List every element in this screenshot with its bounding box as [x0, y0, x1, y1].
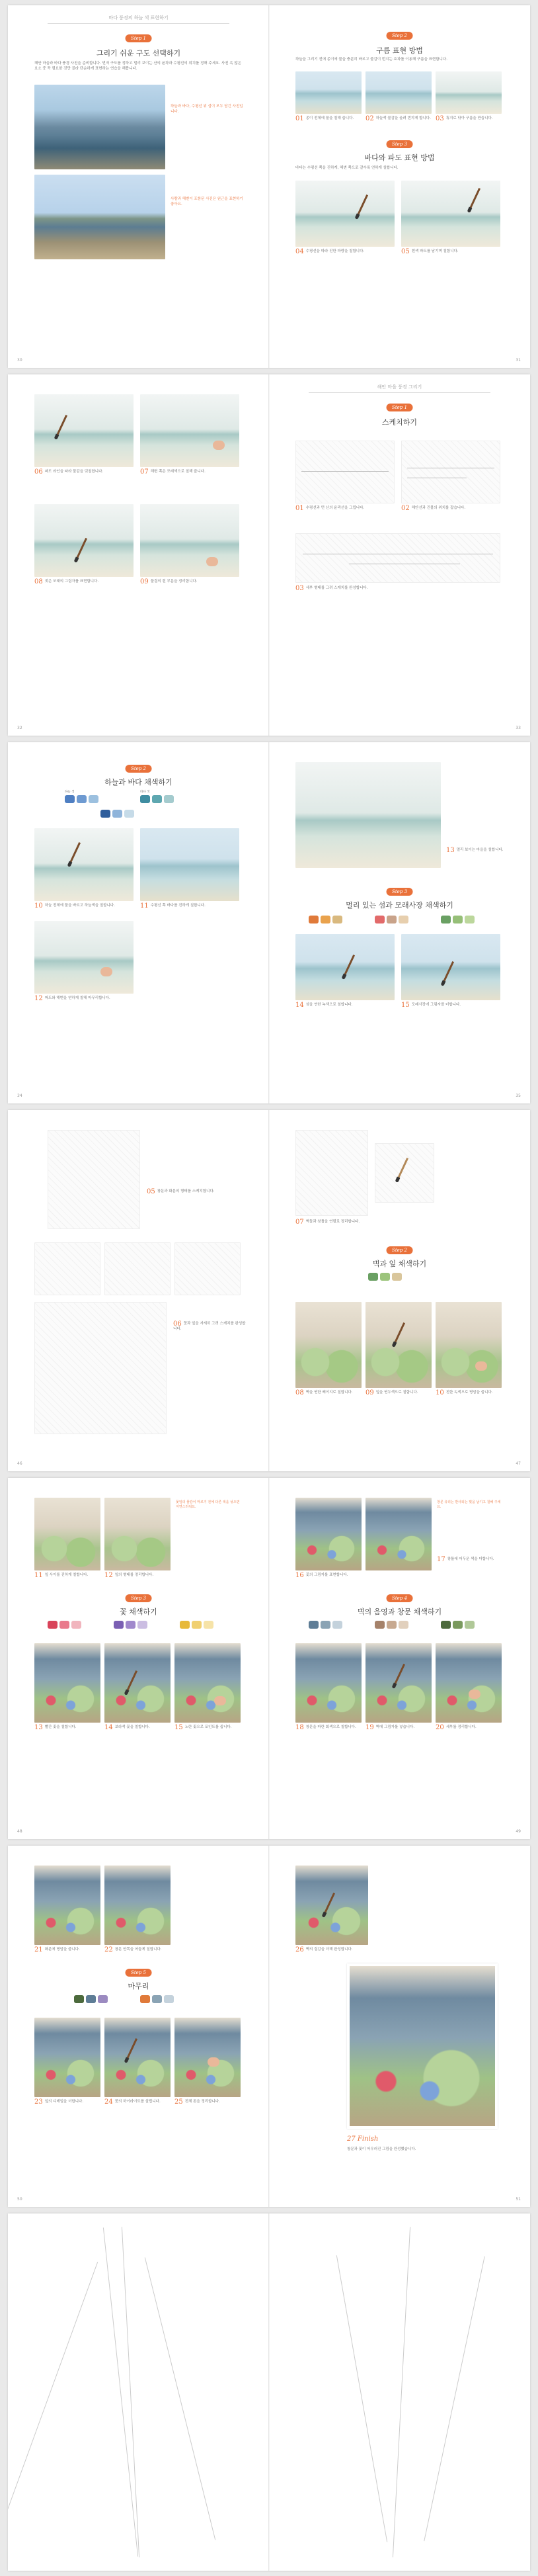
- section-title: 하늘과 바다 채색하기: [104, 778, 173, 787]
- step-image: [401, 181, 500, 247]
- step-image: [295, 441, 395, 503]
- step-image: [34, 1866, 100, 1945]
- color-swatch: [164, 795, 174, 803]
- color-swatch: [375, 916, 385, 923]
- color-swatch: [380, 1273, 390, 1281]
- step-caption: 14 섬을 연한 녹색으로 칠합니다.: [295, 1002, 353, 1009]
- step-image: [295, 1643, 362, 1723]
- sketch-line: [393, 2227, 410, 2557]
- color-swatch: [387, 1621, 397, 1629]
- step-caption: 01 수평선과 먼 산의 윤곽선을 그립니다.: [295, 505, 365, 512]
- color-swatches: [48, 1621, 81, 1629]
- spread-7-line-art: [8, 2213, 530, 2571]
- color-swatch: [152, 1995, 162, 2003]
- step-caption: 02 하늘색 물감을 올려 번지게 합니다.: [365, 115, 431, 122]
- page-number: 30: [17, 358, 22, 363]
- page-number: 49: [516, 1829, 521, 1834]
- step-caption: 03 세부 형태를 그려 스케치를 완성합니다.: [295, 585, 368, 592]
- sketch-line: [424, 2256, 484, 2542]
- step-image: [365, 1302, 432, 1388]
- page-right: [269, 5, 530, 368]
- color-swatches: [180, 1621, 213, 1629]
- step-caption: 20 세부를 정리합니다.: [436, 1724, 477, 1731]
- finish-label: 27 Finish: [347, 2135, 379, 2143]
- color-swatch: [332, 916, 342, 923]
- section-title: 벽의 음영과 창문 채색하기: [357, 1608, 442, 1616]
- page-number: 50: [17, 2197, 22, 2202]
- section-title: 바다와 파도 표현 방법: [364, 153, 435, 162]
- color-swatches: [309, 1621, 342, 1629]
- color-swatch: [114, 1621, 124, 1629]
- step-caption: 11 수평선 쪽 바다를 진하게 칠합니다.: [140, 902, 206, 910]
- color-swatch: [48, 1621, 58, 1629]
- step-image: [174, 1242, 241, 1295]
- color-swatch: [98, 1995, 108, 2003]
- step-image: [34, 1498, 100, 1570]
- color-swatch: [441, 916, 451, 923]
- step-caption: 12 파도와 해변을 연하게 칠해 마무리합니다.: [34, 995, 110, 1002]
- page-left: [8, 5, 269, 368]
- page-number: 35: [516, 1094, 521, 1098]
- step-image: [140, 828, 239, 901]
- color-swatch: [321, 1621, 330, 1629]
- page-number: 51: [516, 2197, 521, 2202]
- step-caption: 18 창문을 파란 회색으로 칠합니다.: [295, 1724, 356, 1731]
- step-image: [295, 71, 362, 114]
- color-swatch: [392, 1273, 402, 1281]
- color-swatches: [368, 1273, 402, 1281]
- step-image: [295, 1302, 362, 1388]
- step-image: [365, 71, 432, 114]
- finished-painting: [347, 1963, 498, 2129]
- color-swatches: [375, 916, 408, 923]
- section-title: 스케치하기: [381, 418, 418, 427]
- photo-note: 사람과 해변이 포함된 사진은 원근을 표현하기 좋아요.: [171, 197, 243, 206]
- page-number: 46: [17, 1461, 22, 1466]
- step-image: [34, 2018, 100, 2097]
- spread-3: [8, 742, 530, 1103]
- step-caption: 05 창문과 화분의 형태를 스케치합니다.: [147, 1188, 215, 1195]
- color-swatch: [399, 916, 408, 923]
- color-swatches: [441, 916, 475, 923]
- sketch-line: [145, 2257, 215, 2540]
- section-title: 멀리 있는 섬과 모래사장 채색하기: [346, 901, 453, 910]
- step-badge: Step 5: [125, 1969, 152, 1977]
- step-caption: 07 벽돌과 창틀을 연필로 정리합니다.: [295, 1219, 360, 1226]
- page-right: [269, 742, 530, 1103]
- sketch-line: [103, 2227, 138, 2556]
- step-image: [104, 2018, 171, 2097]
- step-image: [401, 441, 500, 503]
- section-title: 마무리: [128, 1982, 149, 1991]
- page-number: 33: [516, 726, 521, 730]
- step-caption: 14 보라색 꽃을 칠합니다.: [104, 1724, 150, 1731]
- color-swatch: [332, 1621, 342, 1629]
- step-badge: Step 3: [386, 140, 413, 148]
- step-image: [295, 533, 500, 583]
- step-caption: 16 꽃의 그림자를 표현합니다.: [295, 1572, 348, 1579]
- step-caption: 15 노란 꽃으로 포인트를 줍니다.: [174, 1724, 232, 1731]
- color-swatches: [140, 795, 174, 803]
- color-swatch: [368, 1273, 378, 1281]
- color-swatch: [164, 1995, 174, 2003]
- section-title: 꽃 채색하기: [120, 1608, 157, 1616]
- color-swatch: [465, 916, 475, 923]
- color-swatches: [140, 1995, 174, 2003]
- color-swatches: [65, 795, 98, 803]
- step-caption: 11 잎 사이를 진하게 칠합니다.: [34, 1572, 89, 1579]
- color-swatch: [59, 1621, 69, 1629]
- step-caption: 07 해변 쪽은 모래색으로 칠해 줍니다.: [140, 468, 206, 476]
- step-caption: 04 수평선을 따라 진한 파랑을 칠합니다.: [295, 248, 365, 255]
- section-title: 구름 표현 방법: [376, 46, 423, 55]
- step-caption: 13 빨간 꽃을 칠합니다.: [34, 1724, 77, 1731]
- page-left: [8, 374, 269, 736]
- sketch-line: [8, 2262, 98, 2536]
- color-swatch: [180, 1621, 190, 1629]
- swatch-label: 바다 색: [140, 791, 150, 794]
- swatch-label: 하늘 색: [65, 791, 75, 794]
- photo-beach: [34, 175, 165, 259]
- step-badge: Step 2: [386, 1246, 413, 1254]
- section-title: 그리기 쉬운 구도 선택하기: [96, 49, 181, 58]
- step-image: [34, 828, 134, 901]
- step-image: [140, 504, 239, 577]
- step-caption: 09 잎을 연두색으로 칠합니다.: [365, 1389, 418, 1396]
- step-caption: 13 멀리 보이는 마을을 칠합니다.: [446, 847, 504, 854]
- color-swatch: [86, 1995, 96, 2003]
- step-caption: 26 벽의 질감을 더해 완성합니다.: [295, 1946, 353, 1953]
- color-swatch: [309, 916, 319, 923]
- color-swatch: [65, 795, 75, 803]
- step-caption: 03 휴지로 닦아 구름을 만듭니다.: [436, 115, 493, 122]
- step-image: [365, 1643, 432, 1723]
- color-swatches: [375, 1621, 408, 1629]
- color-swatch: [89, 795, 98, 803]
- step-caption: 25 전체 톤을 정리합니다.: [174, 2098, 220, 2106]
- color-swatch: [399, 1621, 408, 1629]
- page-number: 31: [516, 358, 521, 363]
- step-image: [34, 504, 134, 577]
- finish-text: 창문과 꽃이 어우러진 그림을 완성했습니다.: [347, 2147, 416, 2151]
- step-image: [295, 1130, 368, 1216]
- step-image: [48, 1130, 140, 1229]
- color-swatch: [453, 1621, 463, 1629]
- section-title: 벽과 잎 채색하기: [372, 1260, 427, 1268]
- color-swatch: [140, 1995, 150, 2003]
- step-caption: 10 진한 녹색으로 명암을 줍니다.: [436, 1389, 493, 1396]
- step-badge: Step 1: [386, 404, 413, 411]
- step-badge: Step 2: [386, 32, 413, 40]
- color-swatch: [387, 916, 397, 923]
- step-caption: 23 잎의 디테일을 더합니다.: [34, 2098, 84, 2106]
- step-image: [401, 934, 500, 1000]
- step-caption: 22 창문 안쪽을 어둡게 칠합니다.: [104, 1946, 162, 1953]
- spread-1: [8, 5, 530, 368]
- step-caption: 10 하늘 전체에 물을 바르고 하늘색을 칠합니다.: [34, 902, 115, 910]
- step-badge: Step 1: [125, 34, 152, 42]
- step-image: [295, 934, 395, 1000]
- step-badge: Step 4: [386, 1594, 413, 1602]
- intro-text: 해안 마을과 바다 풍경 사진을 준비합니다. 먼저 구도를 정하고 멀리 보이는 산의 윤곽과 수평선의 위치를 정해 주세요. 사진 속 많은 요소 중 꼭 필요한 것만 골라 단순하게 표현하는 연습을 해봅니다.: [34, 62, 241, 71]
- step-image: [174, 1643, 241, 1723]
- step-badge: Step 3: [386, 888, 413, 896]
- color-swatch: [204, 1621, 213, 1629]
- color-swatch: [77, 795, 87, 803]
- color-swatch: [137, 1621, 147, 1629]
- step-image: [34, 1643, 100, 1723]
- intro-text: 하늘을 그리기 전에 종이에 물을 충분히 바르고 물감이 번지는 효과를 이용해 구름을 표현합니다.: [295, 58, 447, 62]
- step-image: [295, 1866, 368, 1945]
- step-image: [295, 1498, 362, 1570]
- step-image: [140, 394, 239, 467]
- color-swatch: [321, 916, 330, 923]
- color-swatches: [441, 1621, 475, 1629]
- color-swatches: [309, 916, 342, 923]
- sketch-line: [122, 2227, 139, 2557]
- step-image: [34, 394, 134, 467]
- step-image: [295, 181, 395, 247]
- running-header: 바다 풍경의 하늘 색 표현하기: [48, 15, 229, 24]
- color-swatches: [74, 1995, 108, 2003]
- step-caption: 08 벽을 연한 베이지로 칠합니다.: [295, 1389, 353, 1396]
- photo-note: 하늘과 바다, 수평선 위 섬이 모두 담긴 사진입니다.: [171, 105, 243, 114]
- spread-5: [8, 1478, 530, 1839]
- spread-6: [8, 1846, 530, 2207]
- color-swatch: [152, 795, 162, 803]
- color-swatch: [441, 1621, 451, 1629]
- page-number: 48: [17, 1829, 22, 1834]
- color-swatch: [375, 1621, 385, 1629]
- page-right-line-art: [269, 2213, 530, 2571]
- step-caption: 12 잎의 형태를 정리합니다.: [104, 1572, 154, 1579]
- step-image: [375, 1143, 434, 1203]
- step-caption: 06 파도 라인을 따라 물감을 덧칠합니다.: [34, 468, 104, 476]
- page-number: 32: [17, 726, 22, 730]
- color-swatch: [453, 916, 463, 923]
- page-left: [8, 1846, 269, 2207]
- step-image: [174, 2018, 241, 2097]
- step-image: [365, 1498, 432, 1570]
- step-caption: 02 해안선과 건물의 위치를 잡습니다.: [401, 505, 466, 512]
- color-swatch: [71, 1621, 81, 1629]
- page-number: 34: [17, 1094, 22, 1098]
- page-right: [269, 1110, 530, 1471]
- color-swatch: [74, 1995, 84, 2003]
- page-right: [269, 374, 530, 736]
- tip-note: 꽃잎의 물감이 마르기 전에 다른 색을 섞으면 자연스러워요.: [176, 1500, 240, 1509]
- page-left-line-art: [8, 2213, 269, 2571]
- step-caption: 05 흰색 파도를 남기며 칠합니다.: [401, 248, 459, 255]
- color-swatch: [100, 810, 110, 818]
- step-caption: 01 종이 전체에 물을 칠해 줍니다.: [295, 115, 354, 122]
- page-number: 47: [516, 1461, 521, 1466]
- step-image: [34, 1302, 167, 1434]
- step-badge: Step 2: [125, 765, 152, 773]
- color-swatch: [124, 810, 134, 818]
- page-left: [8, 742, 269, 1103]
- step-image: [436, 1302, 502, 1388]
- step-caption: 15 모래사장에 그림자를 더합니다.: [401, 1002, 461, 1009]
- spread-4: [8, 1110, 530, 1471]
- running-header: 해안 마을 풍경 그리기: [309, 384, 490, 393]
- page-right: [269, 1846, 530, 2207]
- step-image: [104, 1242, 171, 1295]
- step-image: [104, 1866, 171, 1945]
- color-swatch: [465, 1621, 475, 1629]
- color-swatch: [140, 795, 150, 803]
- step-image: [104, 1643, 171, 1723]
- step-caption: 19 벽에 그림자를 넣습니다.: [365, 1724, 415, 1731]
- color-swatch: [309, 1621, 319, 1629]
- page-left: [8, 1110, 269, 1471]
- step-caption: 09 물결의 흰 부분을 정리합니다.: [140, 578, 198, 585]
- step-caption: 06 꽃과 잎을 자세히 그려 스케치를 완성합니다.: [173, 1320, 246, 1331]
- step-image: [436, 1643, 502, 1723]
- step-image: [295, 762, 441, 868]
- color-swatch: [126, 1621, 135, 1629]
- color-swatch: [112, 810, 122, 818]
- step-image: [34, 1242, 100, 1295]
- step-caption: 21 화분에 명암을 줍니다.: [34, 1946, 80, 1953]
- step-image: [34, 921, 134, 994]
- photo-seaside: [34, 85, 165, 169]
- sketch-line: [336, 2255, 387, 2542]
- step-caption: 08 젖은 모래의 그림자를 표현합니다.: [34, 578, 99, 585]
- step-badge: Step 3: [125, 1594, 152, 1602]
- step-image: [104, 1498, 171, 1570]
- spread-2: [8, 374, 530, 736]
- step-caption: 24 꽃의 하이라이트를 살립니다.: [104, 2098, 161, 2106]
- page-right: [269, 1478, 530, 1839]
- color-swatches: [114, 1621, 147, 1629]
- color-swatch: [192, 1621, 202, 1629]
- tip-note: 창문 유리는 반사되는 빛을 남기고 칠해 주세요.: [437, 1500, 501, 1509]
- intro-text: 바다는 수평선 쪽을 진하게, 해변 쪽으로 갈수록 연하게 칠합니다.: [295, 166, 399, 170]
- page-left: [8, 1478, 269, 1839]
- step-image: [436, 71, 502, 114]
- color-swatches: [100, 810, 134, 818]
- step-caption: 17 창틀에 어두운 색을 더합니다.: [437, 1556, 494, 1563]
